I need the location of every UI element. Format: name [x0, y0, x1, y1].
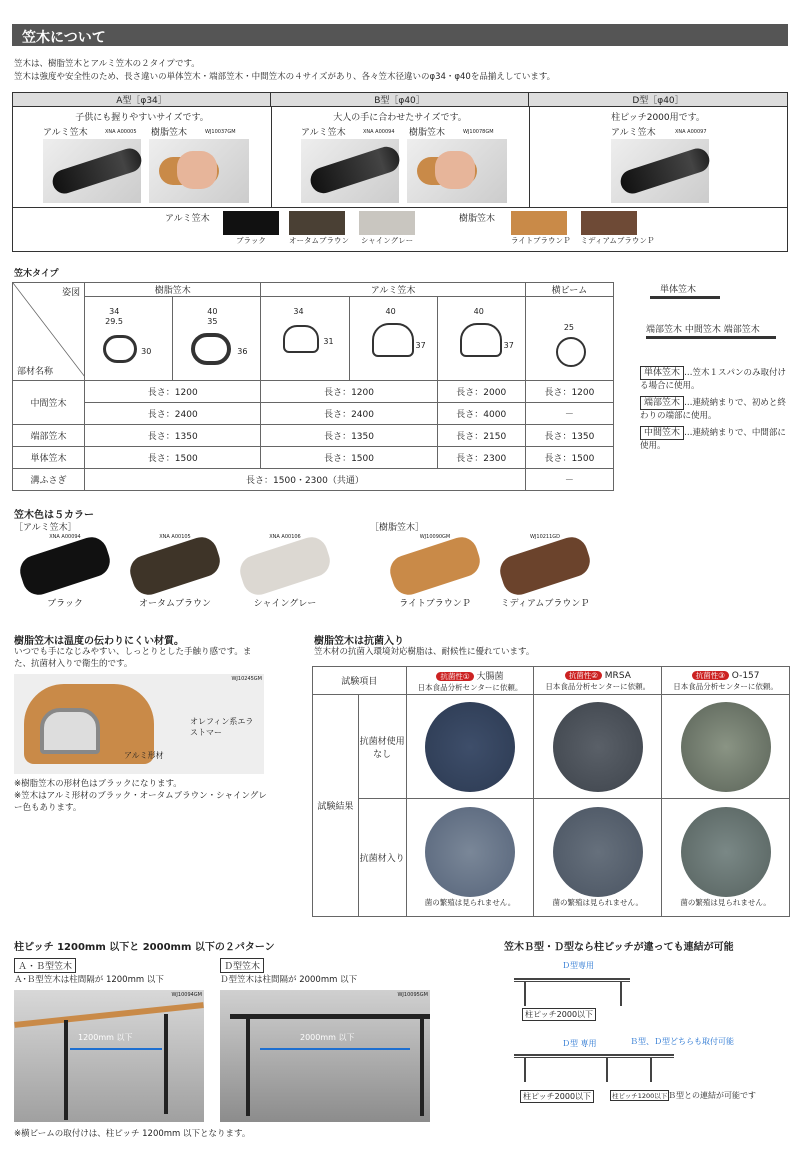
swatch-light-brown — [511, 211, 567, 235]
profile-res-b — [173, 297, 261, 381]
cell: 長さ：2400 — [85, 403, 261, 425]
label-olefin: オレフィン系エラストマー — [190, 717, 254, 737]
kasagi-type-table — [12, 282, 614, 491]
c-pitch2000b: 柱ピッチ2000以下 — [520, 1090, 594, 1103]
ab-dim: 1200mm 以下 — [78, 1033, 133, 1042]
cell: 長さ：2000 — [437, 381, 525, 403]
side-diagram-multi — [646, 336, 776, 344]
tag-2: 抗菌性② — [565, 671, 602, 680]
connect-heading: 笠木Ｂ型・Ｄ型なら柱ピッチが違っても連結が可能 — [504, 942, 734, 953]
type-a-desc: 子供にも握りやすいサイズです。 — [75, 113, 209, 123]
type-a-alu-code: XNA A00005 — [105, 129, 137, 135]
org-3: 日本食品分析センターに依頼。 — [673, 681, 778, 691]
none-2: 菌の繁殖は見られません。 — [552, 898, 643, 907]
row-chukan: 中間笠木 — [13, 381, 85, 425]
none-3: 菌の繁殖は見られません。 — [680, 898, 771, 907]
profile-alu-b — [349, 297, 437, 381]
code-shine: XNA A00106 — [269, 534, 301, 540]
tag-1: 抗菌性① — [436, 672, 473, 681]
dim-alu-a-w: 34 — [293, 307, 304, 316]
five-colors-row — [20, 534, 590, 609]
col-o157 — [662, 667, 790, 695]
ab-label: Ａ・Ｂ型笠木 — [14, 958, 76, 973]
dim-b-w: 40 — [207, 307, 218, 316]
col-alu: アルミ笠木 — [261, 283, 525, 297]
swatch-res-label: 樹脂笠木 — [459, 214, 496, 224]
d-label: Ｄ型笠木 — [220, 958, 264, 973]
dim-alu-b-h: 37 — [415, 341, 426, 350]
antibac-heading: 樹脂笠木は抗菌入り — [314, 636, 404, 647]
name-shine: シャイングレー — [253, 599, 317, 609]
dim-b-in: 35 — [207, 317, 218, 326]
note-label-chukan: 中間笠木 — [640, 426, 684, 440]
type-b-res-code: WJ10078GM — [463, 129, 494, 135]
type-d-alu-photo — [611, 139, 709, 203]
kasagi-type-heading: 笠木タイプ — [14, 269, 59, 279]
col-ecoli — [406, 667, 534, 695]
col-beam: 横ビーム — [525, 283, 613, 297]
dish-3a — [662, 695, 790, 799]
rail-light — [386, 533, 484, 599]
profile-beam — [525, 297, 613, 381]
page-title: 笠木について — [12, 24, 788, 46]
type-a-alu-photo — [43, 139, 141, 203]
intro-line-1: 笠木は、樹脂笠木とアルミ笠木の２タイプです。 — [14, 59, 200, 69]
resin-code: WJ10245GM — [231, 676, 262, 682]
none-1: 菌の繁殖は見られません。 — [424, 898, 516, 907]
res-swatch-row — [511, 211, 654, 246]
pitch-heading: 柱ピッチ 1200mm 以下と 2000mm 以下の２パターン — [14, 942, 275, 953]
side-notes — [640, 366, 790, 452]
cell: 長さ：1350 — [261, 425, 437, 447]
five-colors-heading: 笠木色は５カラー — [14, 510, 94, 521]
type-a-res-code: WJ10037GM — [205, 129, 236, 135]
name-1: 大腸菌 — [476, 671, 504, 682]
org-2: 日本食品分析センターに依頼。 — [545, 681, 651, 691]
row-tantai: 単体笠木 — [13, 447, 85, 469]
corner-cell — [13, 283, 85, 381]
c-b-link: Ｂ型との連結が可能です — [668, 1091, 756, 1100]
type-a-alu-label: アルミ笠木 — [43, 128, 88, 138]
h-item: 試験項目 — [313, 667, 407, 695]
connect-diagram — [500, 958, 790, 1118]
d-code: WJ10095GM — [397, 992, 428, 998]
type-a-res-photo — [149, 139, 249, 203]
code-black: XNA A00094 — [49, 534, 81, 540]
cell: － — [525, 403, 613, 425]
side-diagram-mid-label: 端部笠木 中間笠木 端部笠木 — [646, 325, 760, 335]
cell: － — [525, 469, 613, 491]
type-d-desc: 柱ピッチ2000用です。 — [611, 113, 705, 123]
antibac-table — [312, 666, 790, 917]
row-none: 抗菌材使用なし — [358, 695, 406, 799]
c-d-only: Ｄ型専用 — [562, 961, 594, 970]
tag-3: 抗菌性③ — [692, 671, 729, 680]
profile-alu-d — [437, 297, 525, 381]
ab-text: Ａ･Ｂ型笠木は柱間隔が 1200mm 以下 — [14, 975, 164, 985]
side-diagram-top-label: 単体笠木 — [660, 285, 697, 295]
org-1: 日本食品分析センターに依頼。 — [417, 682, 523, 692]
col-res: 樹脂笠木 — [85, 283, 261, 297]
swatch-medium-brown — [581, 211, 637, 235]
h-result: 試験結果 — [313, 695, 359, 917]
cell: 長さ：1500 — [85, 447, 261, 469]
type-a-head: A型［φ34］ — [13, 93, 271, 107]
name-black: ブラック — [47, 599, 83, 609]
type-b-desc: 大人の手に合わせたサイズです。 — [333, 113, 467, 123]
dish-2b — [534, 799, 662, 917]
resin-text: いつでも手になじみやすい、しっとりとした手触り感です。また、抗菌材入りで衛生的です。 — [14, 647, 252, 669]
row-tanbu: 端部笠木 — [13, 425, 85, 447]
c-pitch1200: 柱ピッチ1200以下 — [612, 1092, 668, 1100]
cell: 長さ：1500・2300（共通） — [85, 469, 526, 491]
name-light: ライトブラウンＰ — [399, 599, 471, 609]
swatch-autumn-brown — [289, 211, 345, 235]
type-a-res-label: 樹脂笠木 — [151, 128, 188, 138]
rail-shine — [236, 533, 334, 599]
cell: 長さ：2150 — [437, 425, 525, 447]
c-d-only2: Ｄ型 専用 — [562, 1039, 597, 1048]
swatch-shine-gray-label: シャイングレー — [360, 236, 414, 245]
c-pitch2000: 柱ピッチ2000以下 — [522, 1008, 596, 1021]
cell: 長さ：4000 — [437, 403, 525, 425]
cell: 長さ：1500 — [261, 447, 437, 469]
alu-swatch-row — [223, 211, 415, 246]
resin-cutaway-image — [14, 674, 264, 774]
dish-1b — [406, 799, 534, 917]
d-photo — [220, 990, 430, 1122]
d-text: Ｄ型笠木は柱間隔が 2000mm 以下 — [220, 975, 358, 985]
resin-notes — [14, 778, 274, 814]
c-bd: Ｂ型、Ｄ型どちらも取付可能 — [630, 1037, 734, 1046]
swatch-shine-gray — [359, 211, 415, 235]
name-medium: ミディアムブラウンＰ — [500, 599, 590, 609]
dim-alu-d-h: 37 — [503, 341, 514, 350]
type-d-head: D型［φ40］ — [529, 93, 787, 107]
cell: 長さ：1350 — [525, 425, 613, 447]
swatch-autumn-brown-label: オータムブラウン — [289, 236, 349, 245]
dim-a-w: 34 — [109, 307, 120, 316]
cell: 長さ：2300 — [437, 447, 525, 469]
antibac-text: 笠木材の抗菌入環境対応樹脂は、耐候性に優れています。 — [314, 647, 535, 657]
code-autumn: XNA A00105 — [159, 534, 191, 540]
swatch-alu-label: アルミ笠木 — [165, 214, 210, 224]
note-text-chukan: …連続納まりで、中間部に使用。 — [640, 428, 786, 451]
dim-a-in: 29.5 — [105, 317, 123, 326]
sugata-label: 姿図 — [62, 288, 81, 298]
five-colors-res-label: ［樹脂笠木］ — [370, 523, 425, 533]
swatch-black-label: ブラック — [236, 236, 266, 245]
ab-code: WJ10094GM — [171, 992, 202, 998]
note-text-tantai: …笠木１スパンのみ取付ける場合に使用。 — [640, 368, 787, 391]
bumei-label: 部材名称 — [17, 367, 54, 377]
type-d-alu-code: XNA A00097 — [675, 129, 707, 135]
cell: 長さ：2400 — [261, 403, 437, 425]
col-mrsa — [534, 667, 662, 695]
code-light: WJ10090GM — [419, 534, 451, 540]
dish-3b — [662, 799, 790, 917]
type-b-alu-label: アルミ笠木 — [301, 128, 346, 138]
note-label-tantai: 単体笠木 — [640, 366, 684, 380]
dish-1a — [406, 695, 534, 799]
cell: 長さ：1200 — [525, 381, 613, 403]
dish-2a — [534, 695, 662, 799]
type-b-head: B型［φ40］ — [271, 93, 529, 107]
profile-alu-a — [261, 297, 349, 381]
dim-alu-a-h: 31 — [323, 337, 334, 346]
name-3: O-157 — [731, 670, 760, 681]
resin-note-1: ※樹脂笠木の形材色はブラックになります。 — [14, 779, 182, 789]
note-text-tanbu: …連続納まりで、初めと終わりの端部に使用。 — [640, 398, 786, 421]
swatch-medium-brown-label: ミディアムブラウンＰ — [580, 236, 655, 245]
label-alu: アルミ形材 — [124, 751, 164, 760]
swatch-black — [223, 211, 279, 235]
dim-alu-b-w: 40 — [385, 307, 396, 316]
row-mizofusagi: 溝ふさぎ — [13, 469, 85, 491]
rail-autumn — [126, 533, 224, 599]
cell: 長さ：1200 — [85, 381, 261, 403]
type-b-alu-photo — [301, 139, 399, 203]
name-autumn: オータムブラウン — [138, 599, 211, 609]
row-with: 抗菌材入り — [358, 799, 406, 917]
d-dim: 2000mm 以下 — [300, 1033, 355, 1042]
dim-b-h: 36 — [237, 347, 248, 356]
rail-black — [16, 533, 114, 599]
cell: 長さ：1500 — [525, 447, 613, 469]
intro-line-2: 笠木は強度や安全性のため、長さ違いの単体笠木・端部笠木・中間笠木の４サイズがあり、各々笠木径違いのφ34・φ40を品揃えしています。 — [14, 72, 556, 82]
five-colors-alu-label: ［アルミ笠木］ — [14, 523, 77, 533]
resin-heading: 樹脂笠木は温度の伝わりにくい材質。 — [14, 636, 184, 647]
cell: 長さ：1200 — [261, 381, 437, 403]
types-box — [12, 92, 788, 252]
rail-medium — [496, 533, 594, 599]
dim-beam: 25 — [563, 323, 574, 332]
type-d-alu-label: アルミ笠木 — [611, 128, 656, 138]
dim-a-h: 30 — [141, 347, 152, 356]
intro-text — [14, 58, 555, 84]
type-b-res-label: 樹脂笠木 — [409, 128, 446, 138]
type-b-res-photo — [407, 139, 507, 203]
profile-res-a — [85, 297, 173, 381]
ab-photo — [14, 990, 204, 1122]
cell: 長さ：1350 — [85, 425, 261, 447]
code-medium: WJ10211GD — [529, 534, 561, 540]
resin-note-2: ※笠木はアルミ形材のブラック・オータムブラウン・シャイングレー色もあります。 — [14, 791, 267, 813]
side-diagram-single — [650, 296, 720, 304]
type-b-alu-code: XNA A00094 — [363, 129, 395, 135]
name-2: MRSA — [604, 670, 631, 681]
swatch-light-brown-label: ライトブラウンＰ — [511, 236, 571, 245]
pitch-note: ※横ビームの取付けは、柱ピッチ 1200mm 以下となります。 — [14, 1129, 251, 1139]
dim-alu-d-w: 40 — [473, 307, 484, 316]
note-label-tanbu: 端部笠木 — [640, 396, 684, 410]
